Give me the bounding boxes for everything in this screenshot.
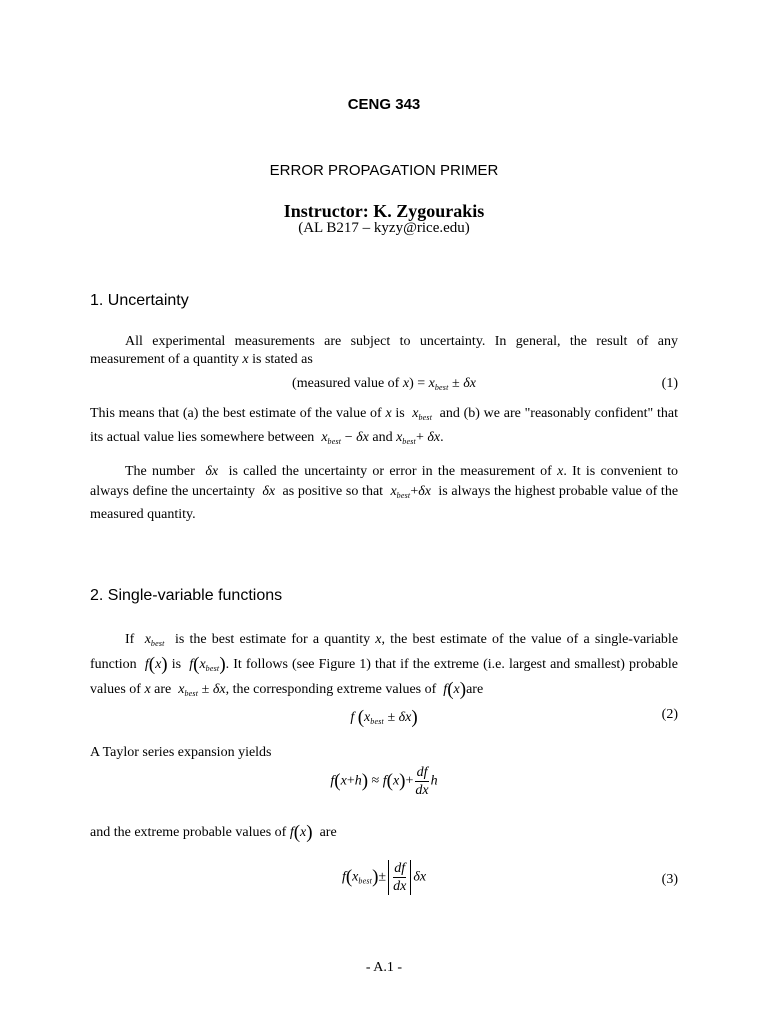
equation-3: [90, 860, 678, 904]
equation-2: [90, 707, 678, 731]
absolute-value-bars: $\frac{df}{dx}$: [388, 860, 411, 895]
section-1-paragraph-2: This means that (a) the best estimate of the value of x is $x_{best}$ and (b) we are "reasonably confident" that its actual value lies somewhere between $x_{best} - \delta x$ and $x_{best}+ \delta x$.: [90, 406, 678, 446]
page-number: - A.1 -: [365, 960, 403, 975]
taylor-equation: [90, 764, 678, 806]
section-2-paragraph-1: If $x_{best}$ is the best estimate for a quantity x, the best estimate of the value of a single-variable function f(x) is $f(x_{best})$. It follows (see Figure 1) that if the extreme (i.e. largest and smallest) probable values of x are $x_{best} \pm \delta x$, the corresponding extreme values of f(x)are: [90, 632, 679, 700]
equation-1: [90, 376, 678, 400]
equation-2-body: f $(x_{best} \pm \delta x)$: [350, 707, 418, 728]
taylor-equation-body: f(x+h) ≈ f(x)+ $\frac{df}{dx}$ h: [330, 765, 438, 798]
taylor-intro: A Taylor series expansion yields: [90, 745, 272, 760]
equation-2-number: (2): [661, 707, 678, 722]
document-title: ERROR PROPAGATION PRIMER: [269, 162, 499, 179]
equation-1-number: (1): [661, 376, 678, 391]
instructor-name: Instructor: K. Zygourakis: [283, 201, 485, 221]
section-1-paragraph-3: The number δx is called the uncertainty or error in the measurement of x. It is convenient to always define the uncertainty δx as positive so that $x_{best}+\delta x$ is always the highest probable value of the measured quantity.: [90, 464, 679, 522]
section-1-paragraph-1-line-2: measurement of a quantity x is stated as: [90, 352, 313, 367]
derivative-fraction: $\frac{df}{dx}$: [415, 765, 429, 798]
equation-1-body: (measured value of $x) = x_{best} \pm \delta x$: [292, 376, 476, 392]
equation-3-body: $f(x_{best})\pm$ $\frac{df}{dx}$ δx: [341, 861, 427, 894]
equation-3-number: (3): [661, 872, 678, 887]
extreme-values-intro: and the extreme probable values of f(x) are: [90, 822, 337, 843]
section-2-heading: 2. Single-variable functions: [90, 587, 283, 604]
instructor-contact: (AL B217 – kyzy@rice.edu): [298, 220, 470, 236]
section-1-paragraph-1-line-1: All experimental measurements are subject to uncertainty. In general, the result of any: [125, 334, 678, 349]
section-1-heading: 1. Uncertainty: [90, 292, 189, 309]
course-code: CENG 343: [347, 96, 421, 113]
